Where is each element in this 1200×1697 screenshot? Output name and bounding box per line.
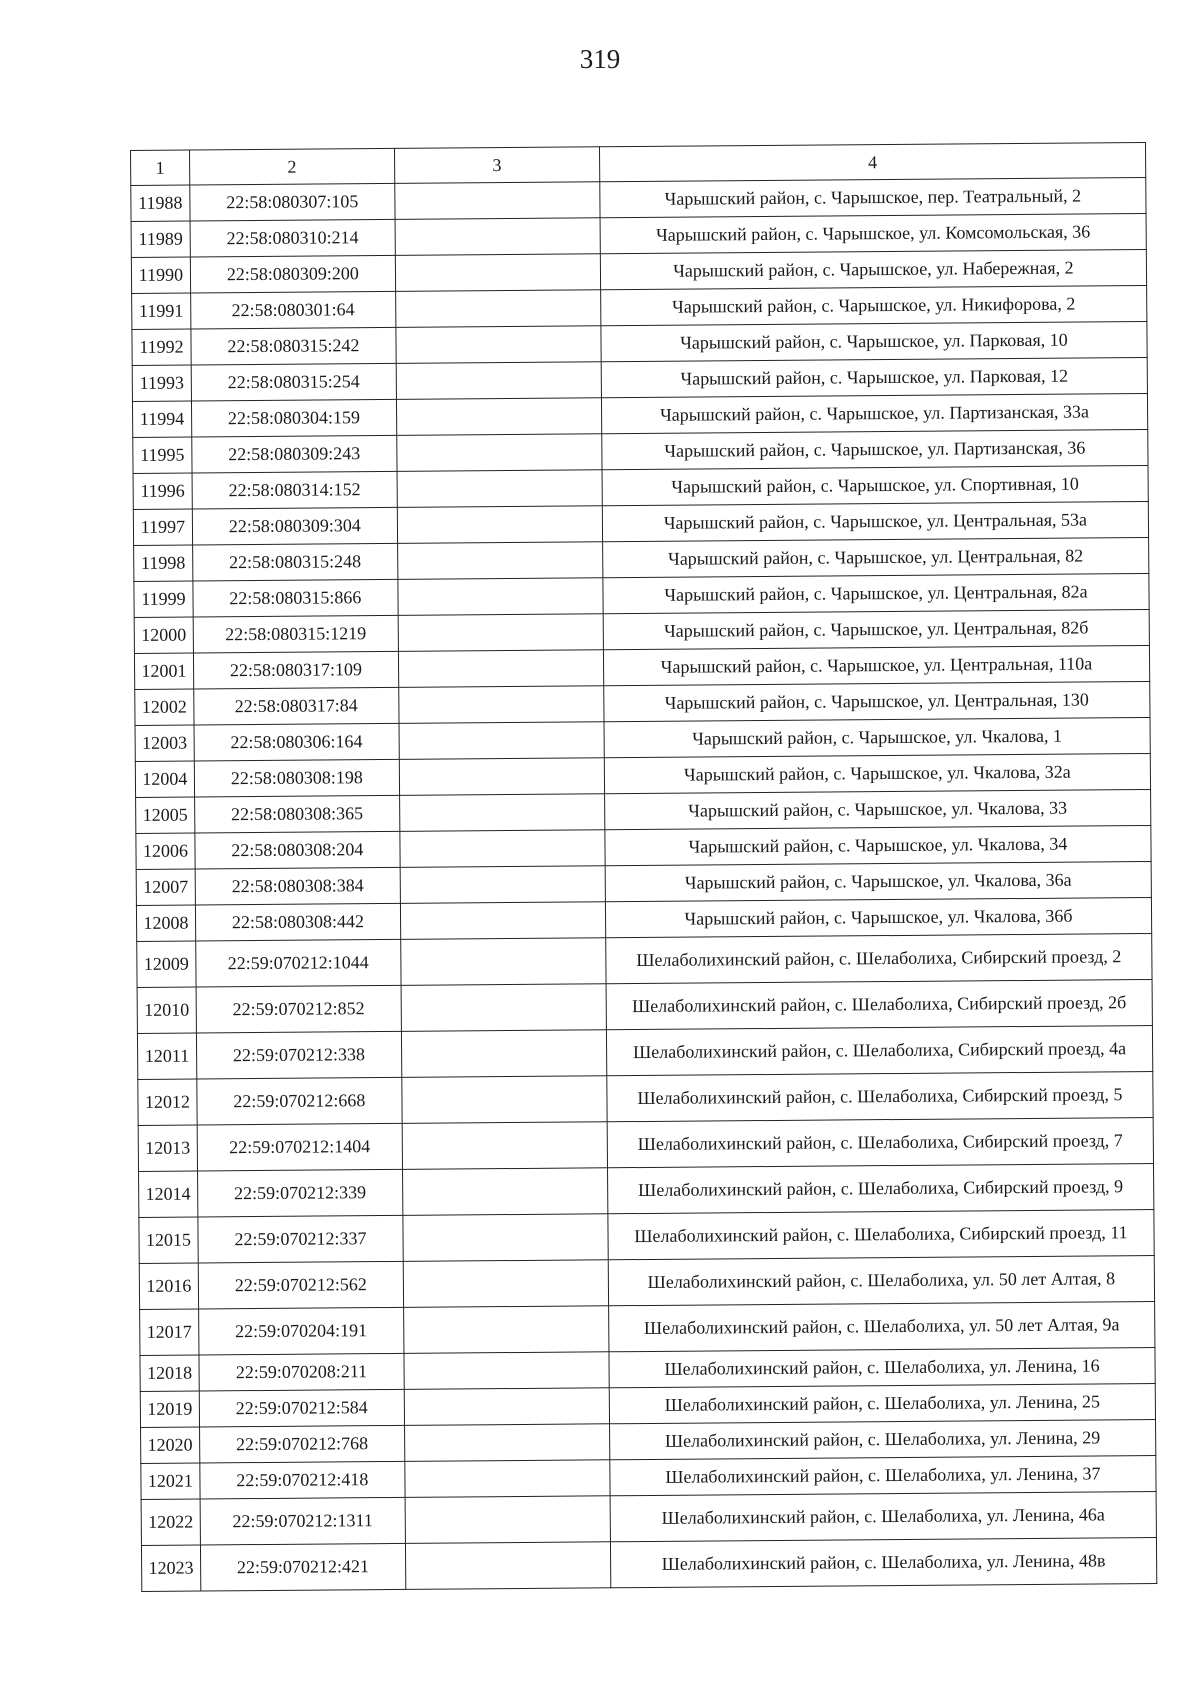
row-number-cell: 11997: [133, 509, 192, 545]
table-row: [139, 1163, 1154, 1217]
cadastral-number-cell: 22:59:070212:337: [198, 1215, 403, 1263]
address-cell: Чарышский район, с. Чарышское, ул. Чкалова, 33: [604, 790, 1150, 830]
cadastral-number-cell: 22:58:080315:242: [191, 327, 396, 365]
address-cell: Чарышский район, с. Чарышское, ул. Чкалова, 36а: [605, 862, 1151, 902]
cadastral-number-cell: 22:59:070208:211: [199, 1353, 404, 1391]
address-cell: Чарышский район, с. Чарышское, ул. Центральная, 82а: [603, 574, 1149, 614]
column-3-cell: [400, 866, 605, 904]
table-row: [139, 1255, 1154, 1309]
row-number-cell: 12001: [134, 653, 193, 689]
row-number-cell: 12002: [135, 689, 194, 725]
column-3-cell: [401, 984, 606, 1032]
address-cell: Чарышский район, с. Чарышское, ул. Парковая, 12: [601, 358, 1147, 398]
row-number-cell: 12023: [141, 1545, 200, 1591]
row-number-cell: 12005: [136, 797, 195, 833]
cadastral-number-cell: 22:59:070212:418: [200, 1461, 405, 1499]
row-number-cell: 12012: [138, 1079, 197, 1125]
address-cell: Чарышский район, с. Чарышское, ул. Центральная, 130: [604, 682, 1150, 722]
row-number-cell: 12014: [139, 1171, 198, 1217]
column-3-cell: [405, 1460, 610, 1498]
cadastral-number-cell: 22:58:080309:243: [192, 435, 397, 473]
cadastral-number-cell: 22:59:070212:562: [198, 1261, 403, 1309]
table-body: [131, 143, 1157, 1592]
column-3-cell: [405, 1496, 610, 1544]
row-number-cell: 11993: [132, 365, 191, 401]
column-3-cell: [404, 1424, 609, 1462]
table-row: [138, 1117, 1153, 1171]
row-number-cell: 12008: [136, 905, 195, 941]
column-3-cell: [404, 1388, 609, 1426]
address-cell: Шелаболихинский район, с. Шелаболиха, ул. 50 лет Алтая, 8: [608, 1255, 1154, 1305]
column-3-cell: [399, 722, 604, 760]
cadastral-number-cell: 22:58:080307:105: [190, 183, 395, 221]
cadastral-number-cell: 22:59:070212:852: [196, 985, 401, 1033]
address-cell: Чарышский район, с. Чарышское, ул. Чкалова, 36б: [605, 898, 1151, 938]
row-number-cell: 12003: [135, 725, 194, 761]
column-header-3: 3: [394, 147, 599, 184]
row-number-cell: 12017: [140, 1309, 199, 1355]
column-3-cell: [396, 362, 601, 400]
cadastral-number-cell: 22:58:080317:109: [193, 651, 398, 689]
column-3-cell: [399, 686, 604, 724]
cadastral-number-cell: 22:58:080301:64: [190, 291, 395, 329]
table-row: [139, 1209, 1154, 1263]
row-number-cell: 11996: [133, 473, 192, 509]
column-3-cell: [395, 254, 600, 292]
address-cell: Шелаболихинский район, с. Шелаболиха, Сибирский проезд, 4а: [606, 1025, 1152, 1075]
address-cell: Чарышский район, с. Чарышское, ул. Чкалова, 1: [604, 718, 1150, 758]
column-3-cell: [402, 1122, 607, 1170]
column-3-cell: [395, 182, 600, 220]
column-header-4: 4: [599, 143, 1145, 182]
row-number-cell: 12004: [135, 761, 194, 797]
column-3-cell: [405, 1542, 610, 1590]
address-cell: Чарышский район, с. Чарышское, ул. Центральная, 53а: [602, 502, 1148, 542]
page-number: 319: [579, 44, 621, 74]
cadastral-number-cell: 22:58:080308:365: [194, 795, 399, 833]
address-cell: Шелаболихинский район, с. Шелаболиха, Сибирский проезд, 5: [607, 1071, 1153, 1121]
address-cell: Чарышский район, с. Чарышское, ул. Парковая, 10: [601, 322, 1147, 362]
row-number-cell: 11990: [131, 257, 190, 293]
column-3-cell: [398, 578, 603, 616]
address-cell: Чарышский район, с. Чарышское, ул. Центральная, 82б: [603, 610, 1149, 650]
column-3-cell: [398, 614, 603, 652]
cadastral-number-cell: 22:59:070212:339: [197, 1169, 402, 1217]
cadastral-number-cell: 22:59:070212:421: [200, 1543, 405, 1591]
row-number-cell: 12011: [137, 1033, 196, 1079]
row-number-cell: 11989: [131, 221, 190, 257]
cadastral-number-cell: 22:59:070212:1311: [200, 1497, 405, 1545]
column-3-cell: [403, 1306, 608, 1354]
cadastral-number-cell: 22:58:080304:159: [191, 399, 396, 437]
row-number-cell: 11995: [133, 437, 192, 473]
cadastral-number-cell: 22:59:070212:668: [197, 1077, 402, 1125]
column-3-cell: [396, 326, 601, 364]
address-cell: Чарышский район, с. Чарышское, ул. Набережная, 2: [600, 250, 1146, 290]
row-number-cell: 12018: [140, 1355, 199, 1391]
cadastral-number-cell: 22:58:080315:866: [193, 579, 398, 617]
cadastral-number-cell: 22:59:070204:191: [198, 1307, 403, 1355]
row-number-cell: 12020: [141, 1427, 200, 1463]
cadastral-number-cell: 22:59:070212:1404: [197, 1123, 402, 1171]
address-cell: Чарышский район, с. Чарышское, ул. Чкалова, 34: [605, 826, 1151, 866]
table-row: [140, 1301, 1155, 1355]
cadastral-number-cell: 22:58:080309:304: [192, 507, 397, 545]
column-3-cell: [396, 398, 601, 436]
cadastral-number-cell: 22:58:080309:200: [190, 255, 395, 293]
address-cell: Шелаболихинский район, с. Шелаболиха, ул. Ленина, 46а: [610, 1491, 1156, 1541]
address-cell: Шелаболихинский район, с. Шелаболиха, ул. Ленина, 29: [609, 1419, 1155, 1459]
column-3-cell: [404, 1352, 609, 1390]
cadastral-number-cell: 22:59:070212:338: [196, 1031, 401, 1079]
column-3-cell: [403, 1260, 608, 1308]
cadastral-number-cell: 22:59:070212:1044: [196, 939, 401, 987]
address-cell: Шелаболихинский район, с. Шелаболиха, ул. 50 лет Алтая, 9а: [608, 1301, 1154, 1351]
cadastral-number-cell: 22:58:080308:198: [194, 759, 399, 797]
column-3-cell: [397, 470, 602, 508]
cadastral-number-cell: 22:58:080308:442: [195, 903, 400, 941]
cadastral-number-cell: 22:59:070212:584: [199, 1389, 404, 1427]
row-number-cell: 12019: [140, 1391, 199, 1427]
address-cell: Шелаболихинский район, с. Шелаболиха, Сибирский проезд, 7: [607, 1117, 1153, 1167]
table-row: [141, 1491, 1156, 1545]
address-cell: Шелаболихинский район, с. Шелаболиха, Сибирский проезд, 9: [607, 1163, 1153, 1213]
row-number-cell: 12015: [139, 1217, 198, 1263]
address-cell: Чарышский район, с. Чарышское, ул. Партизанская, 33а: [601, 394, 1147, 434]
table-row: [137, 979, 1152, 1033]
column-3-cell: [400, 830, 605, 868]
address-cell: Шелаболихинский район, с. Шелаболиха, ул. Ленина, 37: [610, 1455, 1156, 1495]
row-number-cell: 12016: [139, 1263, 198, 1309]
address-cell: Чарышский район, с. Чарышское, пер. Театральный, 2: [600, 178, 1146, 218]
table-row: [141, 1537, 1156, 1591]
column-3-cell: [400, 902, 605, 940]
column-3-cell: [399, 794, 604, 832]
row-number-cell: 11992: [132, 329, 191, 365]
cadastral-number-cell: 22:58:080306:164: [194, 723, 399, 761]
column-3-cell: [401, 1030, 606, 1078]
row-number-cell: 11994: [132, 401, 191, 437]
table-row: [138, 1071, 1153, 1125]
row-number-cell: 12009: [137, 941, 196, 987]
address-cell: Шелаболихинский район, с. Шелаболиха, Сибирский проезд, 11: [608, 1209, 1154, 1259]
cadastral-number-cell: 22:58:080315:248: [192, 543, 397, 581]
cadastral-number-cell: 22:58:080310:214: [190, 219, 395, 257]
table-row: [137, 1025, 1152, 1079]
column-3-cell: [397, 542, 602, 580]
address-cell: Чарышский район, с. Чарышское, ул. Спортивная, 10: [602, 466, 1148, 506]
address-cell: Шелаболихинский район, с. Шелаболиха, ул. Ленина, 25: [609, 1383, 1155, 1423]
column-3-cell: [399, 758, 604, 796]
row-number-cell: 12013: [138, 1125, 197, 1171]
row-number-cell: 11998: [134, 545, 193, 581]
column-3-cell: [397, 506, 602, 544]
row-number-cell: 11999: [134, 581, 193, 617]
cadastral-number-cell: 22:58:080308:204: [195, 831, 400, 869]
row-number-cell: 11991: [132, 293, 191, 329]
row-number-cell: 12022: [141, 1499, 200, 1545]
column-3-cell: [402, 1076, 607, 1124]
table-row: [137, 933, 1152, 987]
address-cell: Чарышский район, с. Чарышское, ул. Центральная, 82: [602, 538, 1148, 578]
cadastral-number-cell: 22:58:080314:152: [192, 471, 397, 509]
column-3-cell: [398, 650, 603, 688]
address-cell: Чарышский район, с. Чарышское, ул. Партизанская, 36: [602, 430, 1148, 470]
address-cell: Чарышский район, с. Чарышское, ул. Центральная, 110а: [603, 646, 1149, 686]
row-number-cell: 12000: [134, 617, 193, 653]
column-3-cell: [395, 290, 600, 328]
row-number-cell: 11988: [131, 185, 190, 221]
registry-table: [130, 142, 1157, 1592]
address-cell: Чарышский район, с. Чарышское, ул. Никифорова, 2: [601, 286, 1147, 326]
address-cell: Шелаболихинский район, с. Шелаболиха, ул. Ленина, 48в: [610, 1537, 1156, 1587]
row-number-cell: 12006: [136, 833, 195, 869]
address-cell: Шелаболихинский район, с. Шелаболиха, Сибирский проезд, 2: [606, 933, 1152, 983]
cadastral-number-cell: 22:58:080315:254: [191, 363, 396, 401]
column-3-cell: [403, 1214, 608, 1262]
row-number-cell: 12021: [141, 1463, 200, 1499]
column-header-1: 1: [131, 150, 190, 185]
cadastral-number-cell: 22:59:070212:768: [199, 1425, 404, 1463]
cadastral-number-cell: 22:58:080308:384: [195, 867, 400, 905]
column-3-cell: [395, 218, 600, 256]
address-cell: Шелаболихинский район, с. Шелаболиха, Сибирский проезд, 2б: [606, 979, 1152, 1029]
address-cell: Чарышский район, с. Чарышское, ул. Комсомольская, 36: [600, 214, 1146, 254]
column-header-2: 2: [189, 148, 394, 185]
column-3-cell: [397, 434, 602, 472]
row-number-cell: 12007: [136, 869, 195, 905]
cadastral-number-cell: 22:58:080315:1219: [193, 615, 398, 653]
cadastral-number-cell: 22:58:080317:84: [194, 687, 399, 725]
column-3-cell: [401, 938, 606, 986]
address-cell: Чарышский район, с. Чарышское, ул. Чкалова, 32а: [604, 754, 1150, 794]
address-cell: Шелаболихинский район, с. Шелаболиха, ул. Ленина, 16: [609, 1347, 1155, 1387]
column-3-cell: [402, 1168, 607, 1216]
row-number-cell: 12010: [137, 987, 196, 1033]
